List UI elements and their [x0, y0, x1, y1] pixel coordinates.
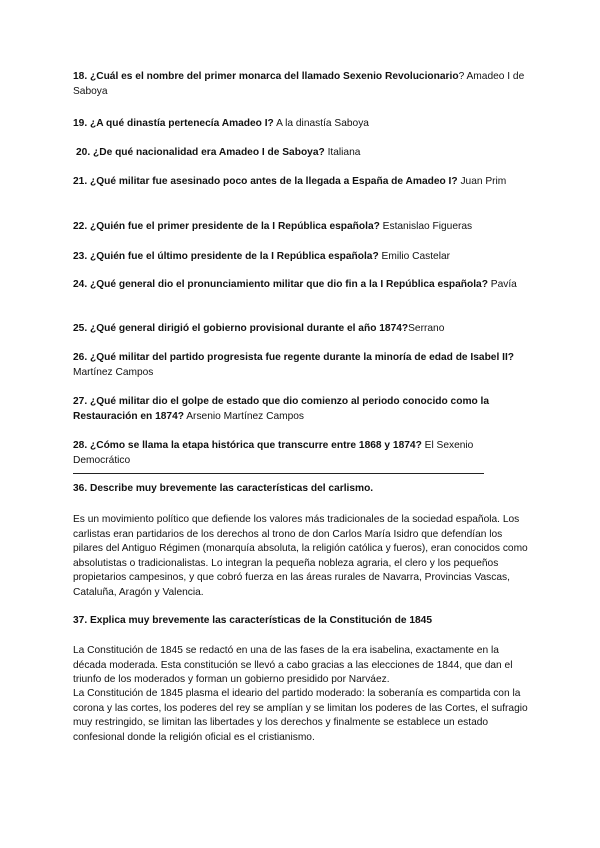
question-28 — [73, 439, 533, 468]
question-text: 22. ¿Quién fue el primer presidente de la I República española? — [73, 221, 380, 232]
question-text: 28. ¿Cómo se llama la etapa histórica que transcurre entre 1868 y 1874? — [73, 440, 422, 451]
question-24 — [73, 278, 517, 293]
question-text: 27. ¿Qué militar dio el golpe de estado que dio comienzo al periodo conocido como la Restauración en 1874? — [73, 396, 490, 422]
question-21 — [73, 175, 506, 190]
section-37-heading: 37. Explica muy brevemente las características de la Constitución de 1845 — [73, 615, 432, 626]
answer-text: Arsenio Martínez Campos — [183, 410, 305, 422]
section-37-body-2: La Constitución de 1845 plasma el ideario del partido moderado: la soberanía es compartida con la corona y las cortes, los poderes del rey se amplían y se limitan los poderes de las Cortes, el sufragio muy restringido, se limitan las libertades y los derechos y finalmente se establece un estado confesional donde la religión oficial es el cristianismo. — [73, 688, 528, 743]
section-36-body: Es un movimiento político que defiende los valores más tradicionales de la sociedad española. Los carlistas eran partidarios de los derechos al trono de don Carlos María Isidro que defendían los pilares del Antiguo Régimen (monarquía absoluta, la religión católica y fueros), eran conocidos como absolutistas o tradicionalistas. Lo integran la pequeña nobleza agraria, el clero y los pequeños propietarios campesinos, y que cobró fuerza en las áreas rurales de Navarra, Provincias Vascas, Cataluña, Aragón y Valencia. — [73, 514, 528, 598]
horizontal-divider — [73, 473, 484, 474]
question-text: 24. ¿Qué general dio el pronunciamiento militar que dio fin a la I República española? — [73, 279, 488, 290]
question-23 — [73, 250, 450, 265]
question-22 — [73, 220, 472, 235]
section-36-heading: 36. Describe muy brevemente las características del carlismo. — [73, 483, 374, 494]
question-text: 23. ¿Quién fue el último presidente de la I República española? — [73, 251, 379, 262]
question-text: 20. ¿De qué nacionalidad era Amadeo I de Saboya? — [76, 147, 325, 158]
answer-text: ? Amadeo I de Saboya — [73, 71, 525, 97]
answer-text: Estanislao Figueras — [379, 221, 473, 232]
question-text: 26. ¿Qué militar del partido progresista fue regente durante la minoría de edad de Isabel II? — [73, 352, 515, 363]
answer-text: Martínez Campos — [73, 366, 154, 378]
answer-text: Serrano — [408, 323, 445, 334]
question-20 — [76, 146, 360, 161]
answer-text: Juan Prim — [457, 176, 507, 187]
answer-text: A la dinastía Saboya — [273, 118, 369, 129]
question-text: 18. ¿Cuál es el nombre del primer monarca del llamado Sexenio Revolucionario — [73, 71, 459, 82]
section-37-body-1: La Constitución de 1845 se redactó en una de las fases de la era isabelina, exactamente en la década moderada. Esta constitución se llevó a cabo gracias a las elecciones de 1844, que dan el triunfo de los moderados y forman un gobierno presidido por Narváez. — [73, 645, 513, 685]
answer-text: Italiana — [324, 147, 361, 158]
question-27 — [73, 395, 533, 424]
question-18 — [73, 70, 533, 99]
answer-text: Emilio Castelar — [378, 251, 451, 262]
answer-text: El Sexenio Democrático — [73, 440, 474, 466]
question-text: 19. ¿A qué dinastía pertenecía Amadeo I? — [73, 118, 274, 129]
question-text: 21. ¿Qué militar fue asesinado poco antes de la llegada a España de Amadeo I? — [73, 176, 458, 187]
question-19 — [73, 117, 369, 132]
question-26 — [73, 351, 533, 380]
answer-text: Pavía — [487, 279, 517, 290]
question-25 — [73, 322, 444, 337]
question-text: 25. ¿Qué general dirigió el gobierno provisional durante el año 1874? — [73, 323, 409, 334]
